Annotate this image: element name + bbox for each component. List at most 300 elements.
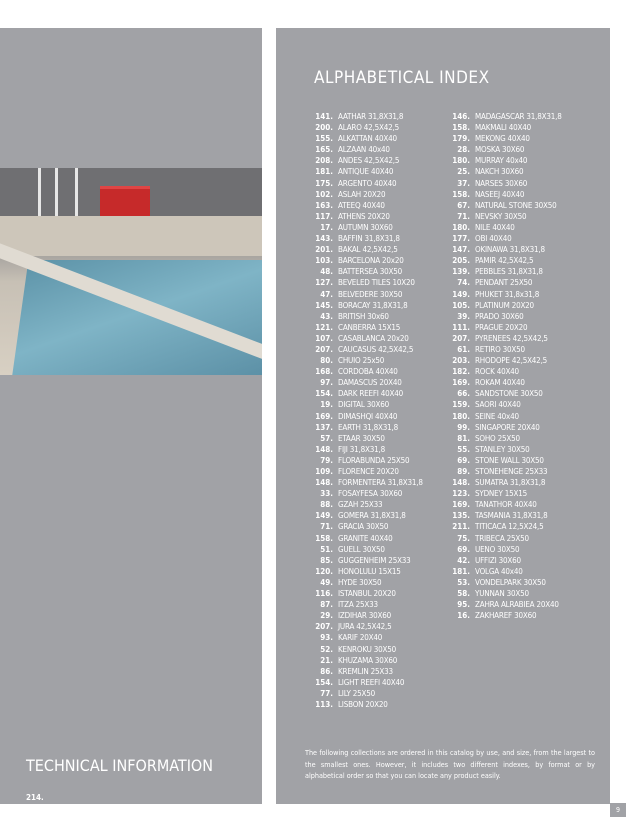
index-entry-page: 95. <box>457 600 470 610</box>
index-entry-name: GRACIA 30X50 <box>338 522 389 532</box>
index-entry <box>442 533 612 544</box>
index-column-1 <box>305 111 455 710</box>
index-entry-page: 181. <box>315 167 333 177</box>
index-entry <box>305 499 455 510</box>
index-entry <box>305 300 455 311</box>
index-entry-page: 88. <box>320 500 333 510</box>
index-entry <box>442 166 612 177</box>
index-entry-page: 105. <box>452 300 470 310</box>
index-entry <box>305 333 455 344</box>
index-entry-page: 203. <box>452 356 470 366</box>
right-page-panel <box>276 28 610 804</box>
index-entry-name: MADAGASCAR 31,8X31,8 <box>475 112 562 121</box>
index-entry-page: 16. <box>457 611 470 621</box>
index-entry <box>442 355 612 366</box>
index-entry-name: BATTERSEA 30X50 <box>338 267 403 277</box>
index-entry-page: 180. <box>452 411 470 421</box>
index-entry-name: ALARO 42,5X42,5 <box>338 123 399 133</box>
index-entry <box>305 411 455 422</box>
index-entry-page: 21. <box>320 655 333 665</box>
index-entry-page: 127. <box>315 278 333 288</box>
index-entry-name: MEKONG 40X40 <box>475 134 530 144</box>
index-entry-name: AATHAR 31,8X31,8 <box>338 112 404 121</box>
index-entry-name: SYDNEY 15X15 <box>475 489 527 499</box>
index-entry <box>442 144 612 155</box>
index-entry <box>442 411 612 422</box>
index-entry-page: 103. <box>315 256 333 266</box>
index-entry-name: EARTH 31,8X31,8 <box>338 422 398 432</box>
index-entry-page: 149. <box>452 289 470 299</box>
index-entry-name: DAMASCUS 20X40 <box>338 378 402 388</box>
index-entry-name: DIGITAL 30X60 <box>338 400 389 410</box>
index-entry-name: LIGHT REEFI 40X40 <box>338 677 405 687</box>
index-entry-page: 25. <box>457 167 470 177</box>
index-entry-name: MOSKA 30X60 <box>475 145 525 155</box>
index-entry-page: 169. <box>452 378 470 388</box>
index-entry-page: 79. <box>320 455 333 465</box>
index-entry <box>442 333 612 344</box>
index-entry <box>305 189 455 200</box>
index-entry-page: 42. <box>457 555 470 565</box>
index-entry <box>442 422 612 433</box>
index-entry-name: ROKAM 40X40 <box>475 378 525 388</box>
index-entry-page: 201. <box>315 245 333 255</box>
index-entry <box>305 211 455 222</box>
index-entry <box>442 399 612 410</box>
index-entry-name: TITICACA 12,5X24,5 <box>475 522 544 532</box>
index-entry-page: 102. <box>315 189 333 199</box>
index-entry-name: NILE 40X40 <box>475 222 515 232</box>
index-entry-page: 155. <box>315 134 333 144</box>
index-entry <box>305 388 455 399</box>
index-entry-page: 57. <box>320 433 333 443</box>
index-entry-page: 159. <box>452 400 470 410</box>
index-entry-page: 37. <box>457 178 470 188</box>
index-entry-page: 116. <box>315 589 333 599</box>
index-entry-name: PLATINUM 20X20 <box>475 300 534 310</box>
index-entry-page: 89. <box>457 467 470 476</box>
index-entry-name: SANDSTONE 30X50 <box>475 389 543 399</box>
index-entry-page: 19. <box>320 400 333 410</box>
index-entry-page: 29. <box>320 611 333 621</box>
index-entry-page: 180. <box>452 156 470 166</box>
index-entry <box>305 255 455 266</box>
index-entry-page: 117. <box>315 211 333 221</box>
index-entry <box>305 344 455 355</box>
photo-red-ottoman <box>100 186 150 216</box>
index-entry <box>442 388 612 399</box>
index-entry-page: 135. <box>452 511 470 521</box>
index-entry-page: 177. <box>452 234 470 244</box>
index-entry-page: 33. <box>320 489 333 499</box>
index-entry-page: 143. <box>315 234 333 244</box>
index-entry-name: VONDELPARK 30X50 <box>475 577 546 587</box>
index-entry-name: NAKCH 30X60 <box>475 167 524 177</box>
index-entry-name: PEBBLES 31,8X31,8 <box>475 267 543 277</box>
index-entry <box>305 122 455 133</box>
index-entry-name: BELVEDERE 30X50 <box>338 289 403 299</box>
index-entry <box>305 311 455 322</box>
index-entry-page: 147. <box>452 245 470 255</box>
index-entry-name: ARGENTO 40X40 <box>338 178 397 188</box>
index-entry <box>305 355 455 366</box>
index-entry-page: 81. <box>457 433 470 443</box>
index-entry-name: KARIF 20X40 <box>338 633 383 643</box>
index-entry-page: 120. <box>315 566 333 576</box>
index-entry-name: CASABLANCA 20x20 <box>338 333 409 343</box>
index-entry-name: OKINAWA 31,8X31,8 <box>475 245 545 255</box>
index-entry-page: 158. <box>315 533 333 543</box>
index-entry-page: 111. <box>452 322 470 332</box>
index-entry <box>305 233 455 244</box>
index-entry-name: STONEHENGE 25X33 <box>475 467 548 476</box>
index-entry-page: 69. <box>457 544 470 554</box>
index-entry <box>442 499 612 510</box>
index-entry-name: FLORENCE 20X20 <box>338 467 399 476</box>
index-entry-page: 99. <box>457 422 470 432</box>
index-entry-page: 71. <box>457 211 470 221</box>
index-entry-name: PYRENEES 42,5X42,5 <box>475 333 548 343</box>
index-entry <box>442 311 612 322</box>
index-entry <box>305 466 455 477</box>
index-entry-page: 175. <box>315 178 333 188</box>
index-entry-page: 113. <box>315 699 333 709</box>
index-entry-page: 123. <box>452 489 470 499</box>
index-entry <box>442 433 612 444</box>
index-entry-page: 93. <box>320 633 333 643</box>
index-entry <box>305 444 455 455</box>
index-entry <box>442 455 612 466</box>
index-entry-name: NASEEJ 40X40 <box>475 189 525 199</box>
index-entry-name: ISTANBUL 20X20 <box>338 589 396 599</box>
index-entry <box>305 488 455 499</box>
index-entry <box>442 366 612 377</box>
index-entry-page: 149. <box>315 511 333 521</box>
index-entry-page: 148. <box>315 444 333 454</box>
index-entry-page: 208. <box>315 156 333 166</box>
index-column-2 <box>442 111 612 621</box>
index-entry <box>305 610 455 621</box>
index-entry <box>305 366 455 377</box>
index-entry-name: MURRAY 40x40 <box>475 156 528 166</box>
index-entry-name: BAFFIN 31,8X31,8 <box>338 234 400 244</box>
left-page-panel <box>0 28 262 804</box>
index-entry <box>442 521 612 532</box>
index-entry <box>305 144 455 155</box>
index-entry <box>442 300 612 311</box>
index-entry <box>442 133 612 144</box>
index-entry-name: BRITISH 30x60 <box>338 311 389 321</box>
index-entry <box>305 644 455 655</box>
index-entry <box>305 399 455 410</box>
photo-deck <box>0 216 262 256</box>
index-entry-page: 43. <box>320 311 333 321</box>
index-entry <box>305 544 455 555</box>
index-entry-page: 182. <box>452 367 470 377</box>
index-entry-name: FORMENTERA 31,8X31,8 <box>338 478 423 488</box>
index-entry-name: ALZAAN 40x40 <box>338 145 390 155</box>
index-entry <box>442 200 612 211</box>
index-entry-name: KENROKU 30X50 <box>338 644 397 654</box>
index-entry <box>442 466 612 477</box>
index-entry-name: STONE WALL 30X50 <box>475 455 544 465</box>
index-entry <box>305 277 455 288</box>
index-entry-page: 74. <box>457 278 470 288</box>
index-entry-page: 75. <box>457 533 470 543</box>
index-entry-page: 69. <box>457 455 470 465</box>
index-entry <box>305 422 455 433</box>
index-entry-page: 39. <box>457 311 470 321</box>
index-entry <box>442 577 612 588</box>
index-entry-name: YUNNAN 30X50 <box>475 589 529 599</box>
index-entry-page: 180. <box>452 222 470 232</box>
index-entry <box>305 566 455 577</box>
index-entry-name: BEVELED TILES 10X20 <box>338 278 415 288</box>
index-entry-page: 207. <box>315 344 333 354</box>
index-entry-page: 77. <box>320 688 333 698</box>
index-entry-name: SEINE 40x40 <box>475 411 519 421</box>
index-entry <box>305 588 455 599</box>
index-entry-name: ATHENS 20X20 <box>338 211 390 221</box>
index-entry <box>442 599 612 610</box>
index-entry-name: BAKAL 42,5X42,5 <box>338 245 398 255</box>
index-entry-name: RHODOPE 42,5X42,5 <box>475 356 548 366</box>
index-entry-name: BARCELONA 20x20 <box>338 256 404 266</box>
index-entry-page: 97. <box>320 378 333 388</box>
index-entry <box>305 244 455 255</box>
index-entry-name: SUMATRA 31,8X31,8 <box>475 478 546 488</box>
index-entry-page: 109. <box>315 467 333 476</box>
index-entry-name: ZAHRA ALRABIEA 20X40 <box>475 600 559 610</box>
index-entry-page: 28. <box>457 145 470 155</box>
index-entry-name: SOHO 25X50 <box>475 433 520 443</box>
index-entry-name: ASLAH 20X20 <box>338 189 386 199</box>
index-entry-name: RETIRO 30X50 <box>475 344 525 354</box>
index-entry-page: 169. <box>315 411 333 421</box>
index-entry <box>305 222 455 233</box>
index-entry <box>442 322 612 333</box>
photo-chair <box>38 168 78 216</box>
index-entry <box>442 189 612 200</box>
index-entry <box>305 510 455 521</box>
index-entry-page: 58. <box>457 589 470 599</box>
index-entry <box>305 533 455 544</box>
index-entry <box>442 222 612 233</box>
index-entry <box>305 111 455 122</box>
index-entry-page: 148. <box>315 478 333 488</box>
index-entry-page: 17. <box>320 222 333 232</box>
index-entry-name: GUGGENHEIM 25X33 <box>338 555 411 565</box>
index-entry-page: 52. <box>320 644 333 654</box>
index-entry-page: 137. <box>315 422 333 432</box>
index-entry-name: CAUCASUS 42,5X42,5 <box>338 344 414 354</box>
index-entry-page: 207. <box>452 333 470 343</box>
index-entry-name: ROCK 40X40 <box>475 367 519 377</box>
index-entry-page: 47. <box>320 289 333 299</box>
index-entry <box>442 555 612 566</box>
index-entry-name: UENO 30X50 <box>475 544 520 554</box>
index-entry-page: 211. <box>452 522 470 532</box>
index-entry-page: 205. <box>452 256 470 266</box>
index-entry <box>442 233 612 244</box>
index-entry-name: ANTIQUE 40X40 <box>338 167 394 177</box>
index-entry-name: AUTUMN 30X60 <box>338 222 393 232</box>
index-entry-page: 163. <box>315 200 333 210</box>
index-entry <box>305 688 455 699</box>
index-entry <box>442 377 612 388</box>
index-entry-page: 53. <box>457 577 470 587</box>
index-entry-page: 179. <box>452 134 470 144</box>
index-entry-name: MAKMALI 40X40 <box>475 123 532 133</box>
index-entry-name: PENDANT 25X50 <box>475 278 533 288</box>
index-entry-name: TANATHOR 40X40 <box>475 500 537 510</box>
index-entry <box>442 122 612 133</box>
index-entry <box>305 133 455 144</box>
index-entry-page: 169. <box>452 500 470 510</box>
index-entry-page: 168. <box>315 367 333 377</box>
index-entry-name: LILY 25X50 <box>338 688 375 698</box>
index-entry <box>442 588 612 599</box>
index-entry-page: 154. <box>315 389 333 399</box>
index-entry-name: DIMASHQI 40X40 <box>338 411 398 421</box>
index-entry-name: GRANITE 40X40 <box>338 533 393 543</box>
index-entry <box>442 244 612 255</box>
index-entry-page: 148. <box>452 478 470 488</box>
index-entry <box>305 577 455 588</box>
index-entry <box>442 266 612 277</box>
index-entry <box>305 455 455 466</box>
index-entry-name: PAMIR 42,5X42,5 <box>475 256 534 266</box>
index-entry <box>305 699 455 710</box>
index-entry <box>305 677 455 688</box>
technical-information-title: TECHNICAL INFORMATION <box>26 756 214 775</box>
index-entry-page: 66. <box>457 389 470 399</box>
index-entry <box>305 433 455 444</box>
index-entry <box>305 166 455 177</box>
index-entry-name: GOMERA 31,8X31,8 <box>338 511 406 521</box>
index-entry-page: 146. <box>452 112 470 121</box>
index-entry <box>442 111 612 122</box>
index-entry-name: PRAGUE 20X20 <box>475 322 528 332</box>
index-entry-name: VOLGA 40x40 <box>475 566 523 576</box>
index-entry <box>305 266 455 277</box>
index-entry-page: 200. <box>315 123 333 133</box>
index-entry <box>305 599 455 610</box>
index-entry-page: 181. <box>452 566 470 576</box>
index-entry <box>305 178 455 189</box>
index-entry <box>442 344 612 355</box>
index-entry-name: ALKATTAN 40X40 <box>338 134 397 144</box>
index-entry-name: HONOLULU 15X15 <box>338 566 401 576</box>
index-entry <box>442 488 612 499</box>
index-entry-name: NARSES 30X60 <box>475 178 528 188</box>
index-entry <box>442 289 612 300</box>
index-entry <box>442 211 612 222</box>
index-entry-page: 80. <box>320 356 333 366</box>
index-entry-page: 86. <box>320 666 333 676</box>
index-entry-page: 85. <box>320 555 333 565</box>
pool-photo <box>0 168 262 375</box>
index-entry-page: 207. <box>315 622 333 632</box>
index-entry-page: 121. <box>315 322 333 332</box>
index-entry <box>442 566 612 577</box>
index-entry <box>442 444 612 455</box>
index-entry <box>305 655 455 666</box>
index-entry <box>442 155 612 166</box>
index-entry <box>305 377 455 388</box>
index-entry-name: HYDE 30X50 <box>338 577 382 587</box>
index-entry-page: 49. <box>320 577 333 587</box>
index-footnote: The following collections are ordered in this catalog by use, and size, from the largest to the smallest ones. However, it includes two different indexes, by format or by alphabetical order so that you can locate any product easily. <box>305 748 595 780</box>
index-entry-name: CANBERRA 15X15 <box>338 322 401 332</box>
index-entry <box>442 178 612 189</box>
index-entry-page: 107. <box>315 333 333 343</box>
index-entry <box>442 277 612 288</box>
index-entry-name: ZAKHAREF 30X60 <box>475 611 537 621</box>
index-entry-name: TASMANIA 31,8X31,8 <box>475 511 548 521</box>
index-entry-name: NATURAL STONE 30X50 <box>475 200 557 210</box>
index-entry-name: ATEEQ 40X40 <box>338 200 385 210</box>
index-entry-name: KREMLIN 25X33 <box>338 666 393 676</box>
index-entry-page: 61. <box>457 344 470 354</box>
index-entry <box>305 666 455 677</box>
index-entry <box>442 610 612 621</box>
photo-chair-leg <box>55 168 58 216</box>
index-entry <box>305 477 455 488</box>
index-entry-page: 141. <box>315 112 333 121</box>
index-entry <box>305 200 455 211</box>
index-entry-page: 67. <box>457 200 470 210</box>
index-entry-page: 158. <box>452 189 470 199</box>
index-entry <box>305 322 455 333</box>
index-entry <box>305 155 455 166</box>
index-entry-name: PHUKET 31,8x31,8 <box>475 289 540 299</box>
index-entry-name: ITZA 25X33 <box>338 600 378 610</box>
index-entry <box>305 632 455 643</box>
index-entry-page: 145. <box>315 300 333 310</box>
index-entry-name: CORDOBA 40X40 <box>338 367 398 377</box>
index-entry-page: 158. <box>452 123 470 133</box>
index-entry <box>442 510 612 521</box>
index-entry-name: ETAAR 30X50 <box>338 433 385 443</box>
index-entry-name: FLORABUNDA 25X50 <box>338 455 410 465</box>
index-entry-page: 55. <box>457 444 470 454</box>
index-entry-name: SAORI 40X40 <box>475 400 521 410</box>
index-entry <box>305 521 455 532</box>
index-entry-name: OBI 40X40 <box>475 234 512 244</box>
index-entry-page: 87. <box>320 600 333 610</box>
index-entry-name: UFFIZI 30X60 <box>475 555 521 565</box>
corner-page-number: 9 <box>610 803 626 817</box>
alphabetical-index-title: ALPHABETICAL INDEX <box>314 68 490 88</box>
index-entry-name: CHUIO 25x50 <box>338 356 385 366</box>
index-entry-name: PRADO 30X60 <box>475 311 524 321</box>
page-number: 214. <box>26 793 44 802</box>
index-entry-name: SINGAPORE 20X40 <box>475 422 540 432</box>
index-entry-name: NEVSKY 30X50 <box>475 211 527 221</box>
index-entry-name: GUELL 30X50 <box>338 544 385 554</box>
index-entry-name: LISBON 20X20 <box>338 699 388 709</box>
index-entry-name: FIJI 31,8X31,8 <box>338 444 385 454</box>
index-entry <box>305 289 455 300</box>
index-entry-name: KHUZAMA 30X60 <box>338 655 398 665</box>
index-entry <box>442 477 612 488</box>
index-entry <box>442 255 612 266</box>
index-entry-name: ANDES 42,5X42,5 <box>338 156 400 166</box>
index-entry-name: FOSAYFESA 30X60 <box>338 489 403 499</box>
index-entry-page: 71. <box>320 522 333 532</box>
index-entry-page: 48. <box>320 267 333 277</box>
